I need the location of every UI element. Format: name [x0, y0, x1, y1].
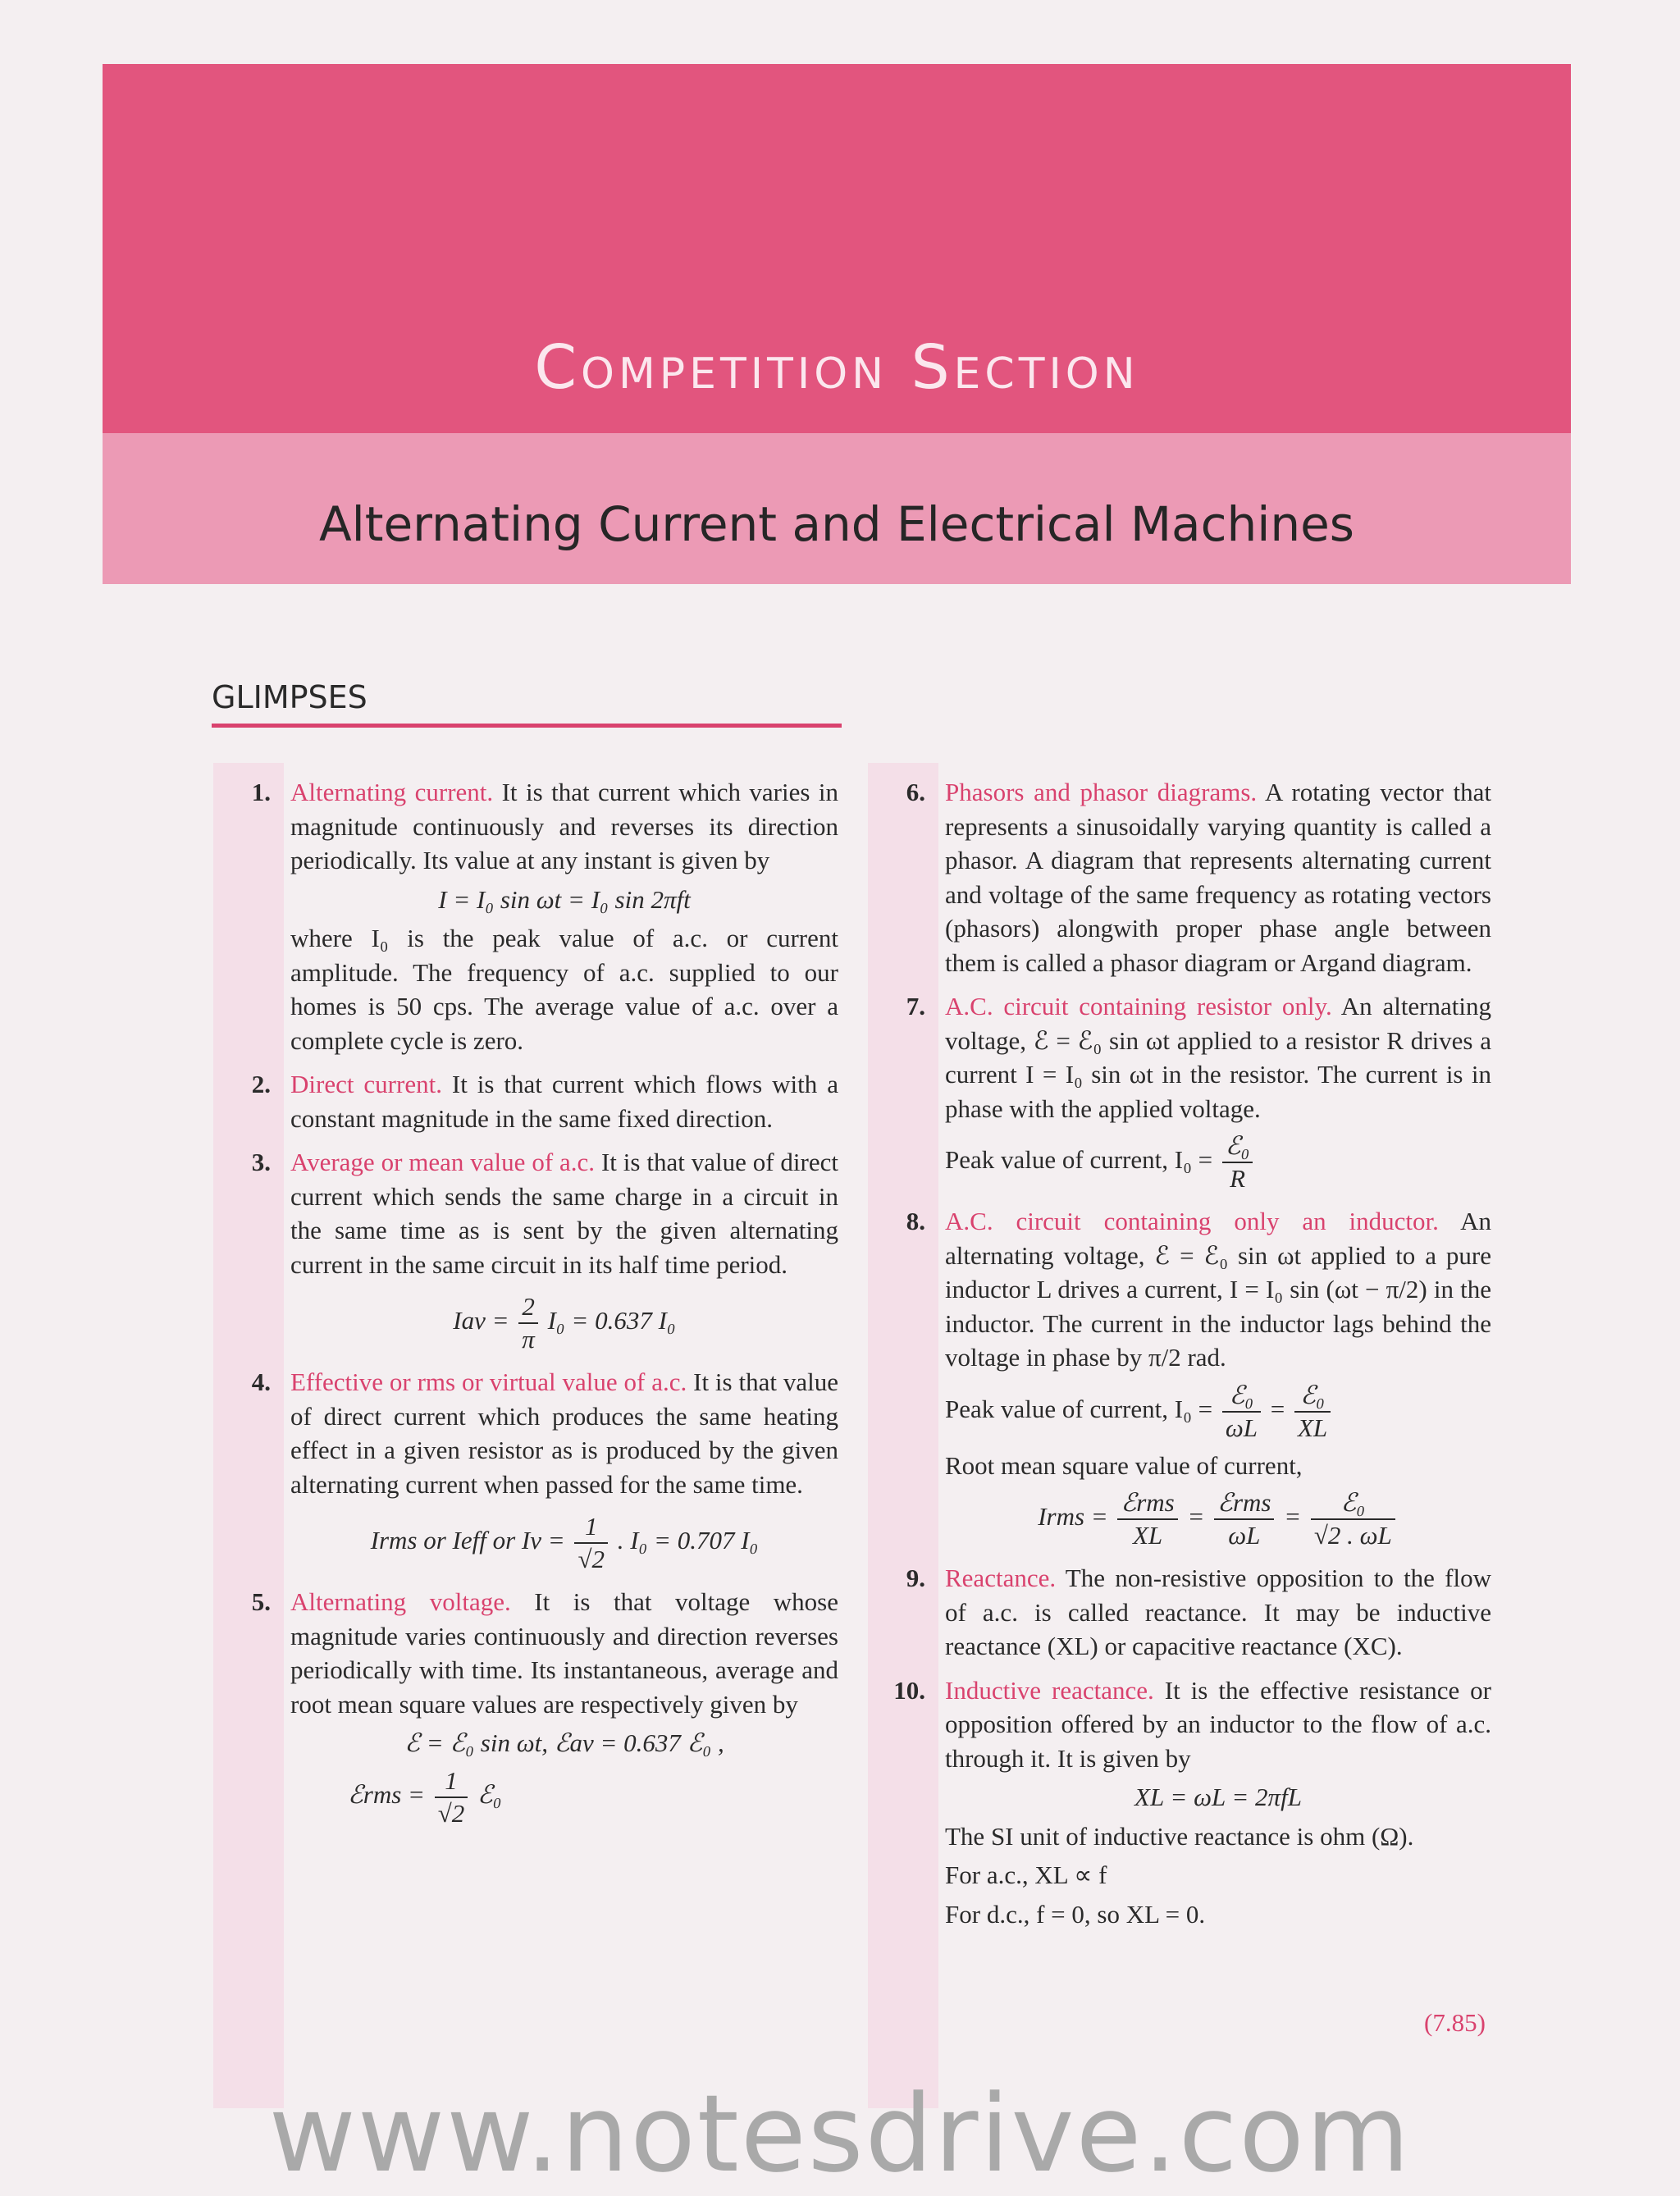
list-item [238, 1585, 838, 1829]
list-item [892, 775, 1491, 979]
item-number: 8. [906, 1207, 925, 1235]
item-number: 6. [906, 778, 925, 806]
item-term: Direct current. [290, 1070, 442, 1098]
equation: Irms or Ieff or Iv = $\frac{1}{√2}$ . I₀ = 0.707 I₀ [370, 1512, 759, 1573]
item-text: It is that current which varies in magnitude continuously and reverses its direction periodically. Its value at any instant is given by [290, 778, 838, 874]
item-text: It is that voltage whose magnitude varies continuously and direction reverses periodically with time. Its instantaneous, average and root mean square values are respectively given by [290, 1587, 838, 1719]
item-term: Reactance. [945, 1564, 1057, 1592]
item-text: For d.c., f = 0, so XL = 0. [945, 1899, 1206, 1929]
fraction: $\frac{\text{ℰ₀}}{XL}$ [1294, 1380, 1331, 1444]
item-text: It is that value of direct current which produces the same heating effect in a given resistor as is produced by the given alternating current when passed for the same time. [290, 1367, 838, 1499]
item-text: It is that current which flows with a constant magnitude in the same fixed direction. [290, 1070, 838, 1133]
fraction: $\frac{2}{\pi}$ [518, 1291, 538, 1355]
glimpses-heading: GLIMPSES [212, 679, 368, 715]
item-text: where I₀ is the peak value of a.c. or current amplitude. The frequency of a.c. supplied to our homes is 50 cps. The average value of a.c. over a complete cycle is zero. [290, 924, 838, 1055]
section-title: Competition Section [534, 332, 1139, 403]
equation: Peak value of current, I₀ = $\frac{\text{ℰ₀}}{\omega L}$ = $\frac{\text{ℰ₀}}{XL}$ [945, 1380, 1491, 1444]
equation: Peak value of current, I₀ = $\frac{\text{ℰ₀}}{R}$ [945, 1130, 1491, 1194]
equation: XL = ωL = 2πfL [1134, 1783, 1302, 1811]
fraction: $\frac{1}{√2}$ [435, 1765, 468, 1829]
list-item [892, 1204, 1491, 1551]
heading-underline [212, 724, 842, 728]
item-text: It is the effective resistance or opposition offered by an inductor to the flow of a.c. through it. It is given by [945, 1675, 1492, 1773]
item-term: Average or mean value of a.c. [290, 1148, 596, 1176]
item-term: Inductive reactance. [945, 1675, 1154, 1705]
item-number: 9. [906, 1564, 925, 1592]
list-item [238, 1365, 838, 1575]
item-term: Alternating current. [290, 778, 494, 806]
equation: I = I₀ sin ωt = I₀ sin 2πft [438, 884, 691, 914]
item-number: 2. [251, 1070, 271, 1098]
fraction: $\frac{\text{ℰrms}}{\omega L}$ [1214, 1487, 1274, 1551]
equation: Iav = $\frac{2}{\pi}$ I₀ = 0.637 I₀ [453, 1292, 676, 1354]
fraction: $\frac{\text{ℰ₀}}{R}$ [1222, 1130, 1253, 1194]
item-number: 3. [251, 1148, 271, 1176]
left-column [238, 775, 838, 1839]
item-text: It is that value of direct current which sends the same charge in a circuit in the same time as is sent by the given alternating current in the same circuit in its half time period. [290, 1148, 839, 1279]
item-term: A.C. circuit containing only an inductor. [945, 1207, 1439, 1235]
equation: Irms = $\frac{\text{ℰrms}}{XL}$ = $\frac{\text{ℰrms}}{\omega L}$ = $\frac{\text{ℰ₀}}{√2 . \omega L}$ [945, 1487, 1491, 1551]
chapter-title: Alternating Current and Electrical Machines [318, 496, 1355, 552]
item-text: An alternating voltage, ℰ = ℰ₀ sin ωt applied to a pure inductor L drives a current, I = I₀ sin (ωt − π/2) in the inductor. The current in the inductor lags behind the voltage in phase by π/2 rad. [945, 1207, 1491, 1372]
equation: ℰ = ℰ₀ sin ωt, ℰav = 0.637 ℰ₀ , [404, 1728, 724, 1757]
item-text: The SI unit of inductive reactance is ohm (Ω). [945, 1821, 1414, 1851]
item-number: 7. [906, 992, 925, 1020]
item-text: For a.c., XL ∝ f [945, 1860, 1107, 1889]
equation: ℰrms = $\frac{1}{√2}$ ℰ₀ [348, 1765, 502, 1828]
item-term: Effective or rms or virtual value of a.c. [290, 1367, 687, 1396]
list-item [238, 775, 838, 1057]
item-term: A.C. circuit containing resistor only. [945, 992, 1332, 1020]
item-text: An alternating voltage, ℰ = ℰ₀ sin ωt applied to a resistor R drives a current I = I₀ sin ωt in the resistor. The current is in phase with the applied voltage. [945, 992, 1491, 1123]
item-number: 1. [251, 778, 271, 806]
list-item [238, 1067, 838, 1135]
right-column [892, 775, 1491, 1941]
list-item [892, 1561, 1491, 1664]
item-term: Alternating voltage. [290, 1587, 511, 1616]
list-item [892, 989, 1491, 1194]
page-number: (7.85) [1424, 2008, 1486, 2037]
watermark: www.notesdrive.com [268, 2071, 1412, 2196]
item-number: 10. [893, 1675, 925, 1705]
item-text: A rotating vector that represents a sinusoidally varying quantity is called a phasor. A diagram that represents alternating current and voltage of the same frequency as rotating vectors (phasors) alongwith proper phase angle between them is called a phasor diagram or Argand diagram. [945, 778, 1491, 977]
list-item [238, 1145, 838, 1355]
item-text: The non-resistive opposition to the flow of a.c. is called reactance. It may be inductive reactance (XL) or capacitive reactance (XC). [945, 1564, 1491, 1660]
item-number: 4. [251, 1367, 271, 1396]
list-item [892, 1673, 1491, 1932]
fraction: $\frac{\text{ℰ₀}}{√2 . \omega L}$ [1311, 1487, 1395, 1551]
item-term: Phasors and phasor diagrams. [945, 778, 1258, 806]
fraction: $\frac{1}{√2}$ [574, 1511, 608, 1575]
item-number: 5. [251, 1587, 271, 1616]
fraction: $\frac{\text{ℰrms}}{XL}$ [1117, 1487, 1177, 1551]
fraction: $\frac{\text{ℰ₀}}{\omega L}$ [1222, 1380, 1261, 1444]
item-text: Root mean square value of current, [945, 1450, 1303, 1480]
